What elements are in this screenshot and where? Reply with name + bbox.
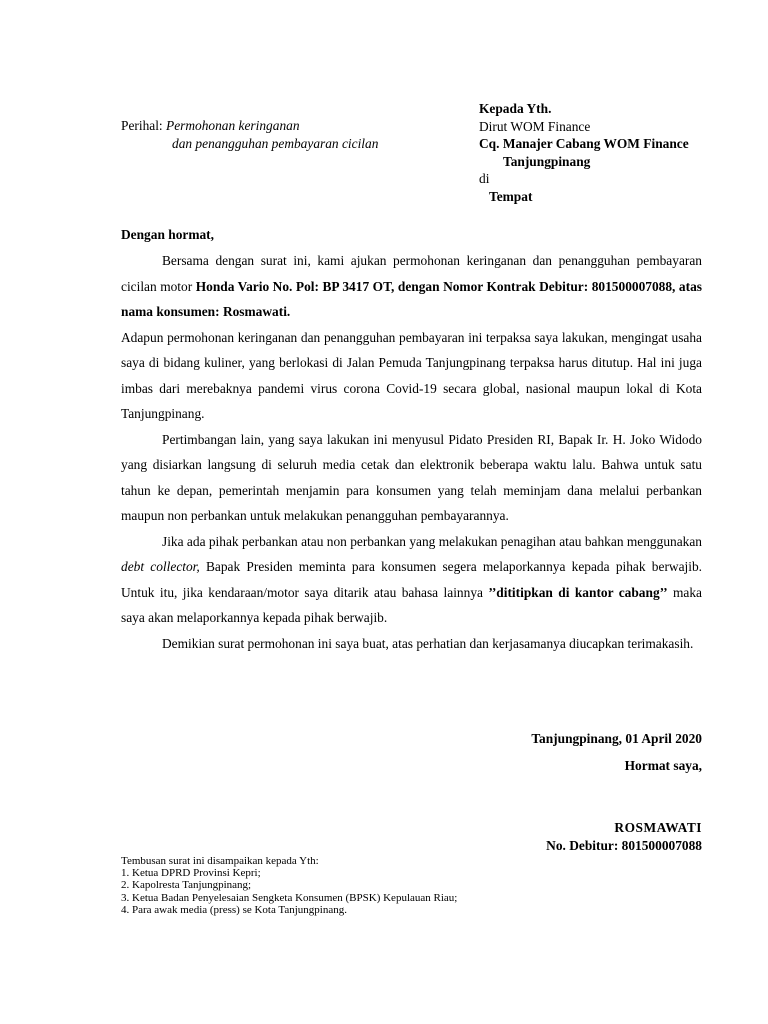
copies-block xyxy=(121,855,457,916)
subject-text-2: dan penangguhan pembayaran cicilan xyxy=(172,136,379,151)
paragraph-4-italic: debt collector, xyxy=(121,559,200,574)
subject-label: Perihal: xyxy=(121,118,163,133)
signer-name: ROSMAWATI xyxy=(614,820,702,835)
copies-item: 4. Para awak media (press) se Kota Tanjungpinang. xyxy=(121,903,347,916)
paragraph-1 xyxy=(121,248,702,325)
subject-line-1 xyxy=(121,117,378,135)
letter-body xyxy=(121,248,702,656)
place-date: Tanjungpinang, 01 April 2020 xyxy=(531,731,702,746)
copies-item: 1. Ketua DPRD Provinsi Kepri; xyxy=(121,867,261,880)
subject-block xyxy=(121,117,378,153)
paragraph-1-text: Bersama dengan surat ini, kami ajukan permohonan keringanan dan penangguhan pembayaran cicilan motor xyxy=(121,253,702,294)
subject-text-1: Permohonan keringanan xyxy=(166,118,300,133)
recipient-kepada: Kepada Yth. xyxy=(479,101,552,116)
recipient-di: di xyxy=(479,171,490,186)
paragraph-4-text-2: Bapak Presiden meminta para konsumen segera melaporkannya kepada pihak berwajib. Untuk itu, jika kendaraan/motor saya ditarik atau bahasa lainnya xyxy=(121,559,702,600)
paragraph-4-bold: ’’dititipkan di kantor cabang’’ xyxy=(488,584,668,600)
signer-debitur-number: No. Debitur: 801500007088 xyxy=(546,838,702,853)
recipient-city: Tanjungpinang xyxy=(503,153,591,169)
salutation: Dengan hormat, xyxy=(121,227,214,242)
paragraph-4-text-1: Jika ada pihak perbankan atau non perbankan yang melakukan penagihan atau bahkan menggunakan xyxy=(162,533,702,549)
paragraph-4 xyxy=(121,529,702,631)
recipient-dirut: Dirut WOM Finance xyxy=(479,118,591,134)
paragraph-3: Pertimbangan lain, yang saya lakukan ini menyusul Pidato Presiden RI, Bapak Ir. H. Joko Widodo yang disiarkan langsung di seluruh media cetak dan elektronik beberapa waktu lalu. Bahwa untuk satu tahun ke depan, pemerintah menjamin para konsumen yang telah meminjam dana melalui perbankan maupun non perbankan untuk melakukan penangguhan pembayarannya. xyxy=(121,431,702,523)
recipient-block xyxy=(479,100,689,205)
copies-item: 3. Ketua Badan Penyelesaian Sengketa Konsumen (BPSK) Kepulauan Riau; xyxy=(121,891,458,904)
recipient-cq: Cq. Manajer Cabang WOM Finance xyxy=(479,136,689,151)
paragraph-4-text-3: maka saya akan melaporkannya kepada pihak berwajib. xyxy=(121,584,702,625)
recipient-tempat: Tempat xyxy=(489,188,533,204)
copies-item: 2. Kapolresta Tanjungpinang; xyxy=(121,879,252,892)
paragraph-1-bold: Honda Vario No. Pol: BP 3417 OT, dengan Nomor Kontrak Debitur: 801500007088, atas nama konsumen: Rosmawati. xyxy=(121,278,702,319)
paragraph-2: Adapun permohonan keringanan dan penangguhan pembayaran ini terpaksa saya lakukan, mengingat usaha saya di bidang kuliner, yang berlokasi di Jalan Pemuda Tanjungpinang terpaksa harus ditutup. Hal ini juga imbas dari merebaknya pandemi virus corona Covid-19 secara global, nasional maupun lokal di Kota Tanjungpinang. xyxy=(121,329,702,421)
copies-intro: Tembusan surat ini disampaikan kepada Yth: xyxy=(121,855,319,867)
paragraph-5: Demikian surat permohonan ini saya buat, atas perhatian dan kerjasamanya diucapkan terimakasih. xyxy=(162,635,694,651)
regards: Hormat saya, xyxy=(624,758,702,773)
